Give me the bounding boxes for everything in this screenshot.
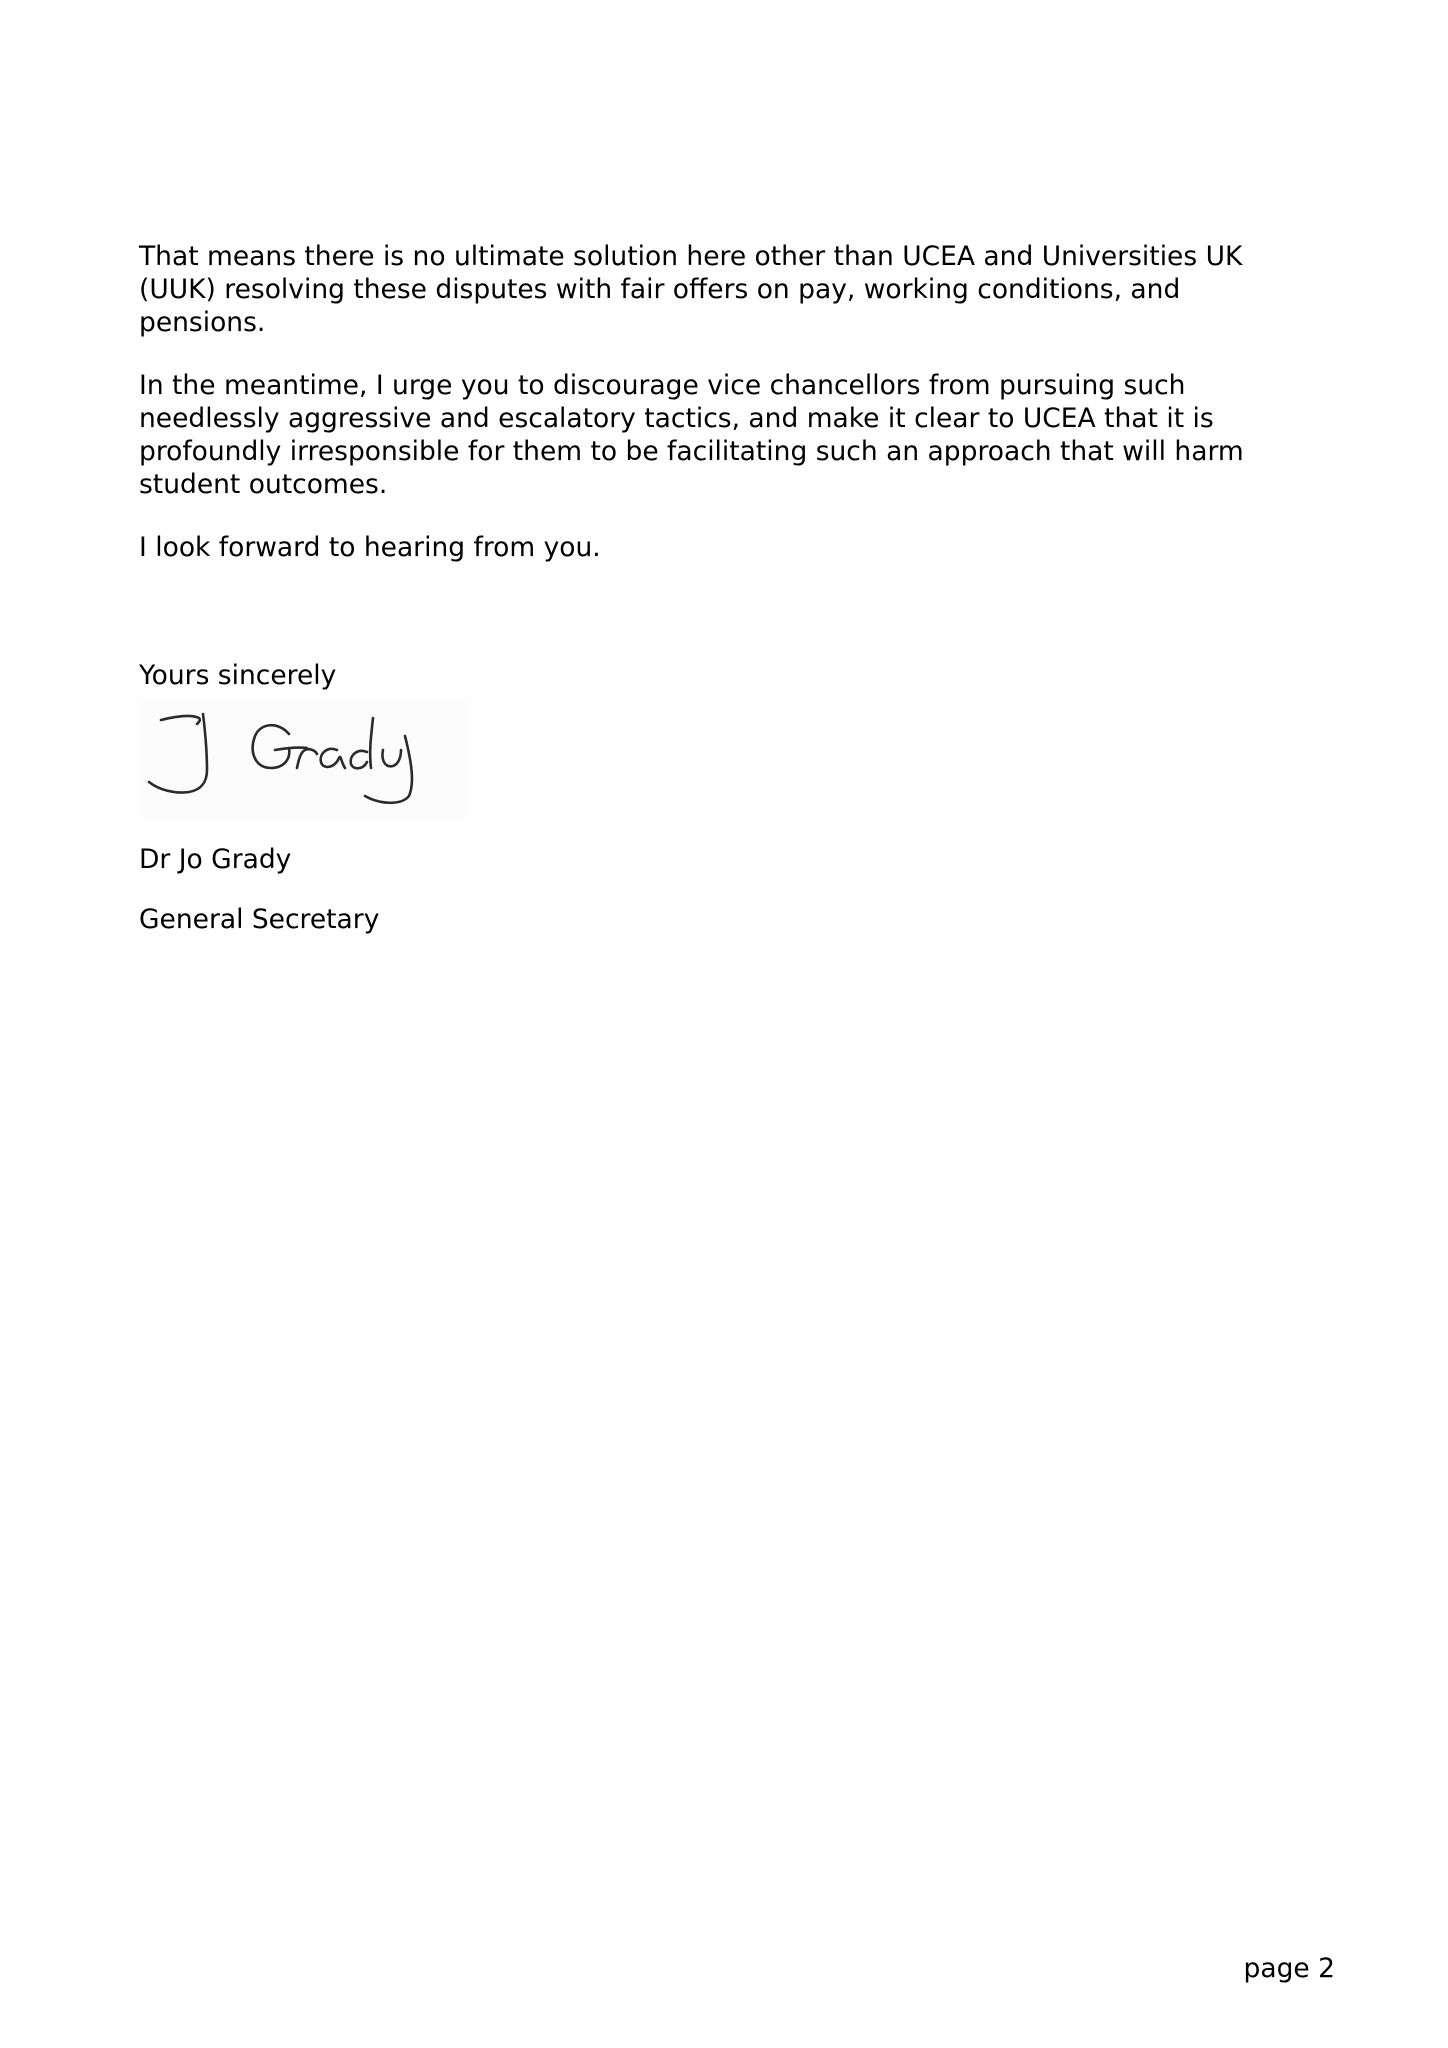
letter-body [139, 240, 1339, 594]
page-number: page 2 [1243, 1953, 1335, 1984]
paragraph-request [139, 369, 1339, 501]
paragraph-line: (UUK) resolving these disputes with fair offers on pay, working conditions, and [139, 274, 1181, 305]
paragraph-line: pensions. [139, 307, 266, 338]
signatory-name: Dr Jo Grady [139, 844, 292, 875]
paragraph-closing-remark [139, 531, 1339, 564]
handwritten-signature [139, 700, 469, 818]
paragraph-line: That means there is no ultimate solution here other than UCEA and Universities UK [139, 241, 1243, 272]
paragraph-line: In the meantime, I urge you to discourage vice chancellors from pursuing such [139, 370, 1186, 401]
signature-drawing [139, 700, 469, 818]
signatory-role: General Secretary [139, 904, 380, 935]
paragraph-line: I look forward to hearing from you. [139, 532, 601, 563]
closing-salutation: Yours sincerely [139, 660, 337, 691]
paragraph-resolution [139, 240, 1339, 339]
paragraph-line: profoundly irresponsible for them to be facilitating such an approach that will harm [139, 436, 1244, 467]
paragraph-line: needlessly aggressive and escalatory tactics, and make it clear to UCEA that it is [139, 403, 1214, 434]
paragraph-line: student outcomes. [139, 469, 388, 500]
